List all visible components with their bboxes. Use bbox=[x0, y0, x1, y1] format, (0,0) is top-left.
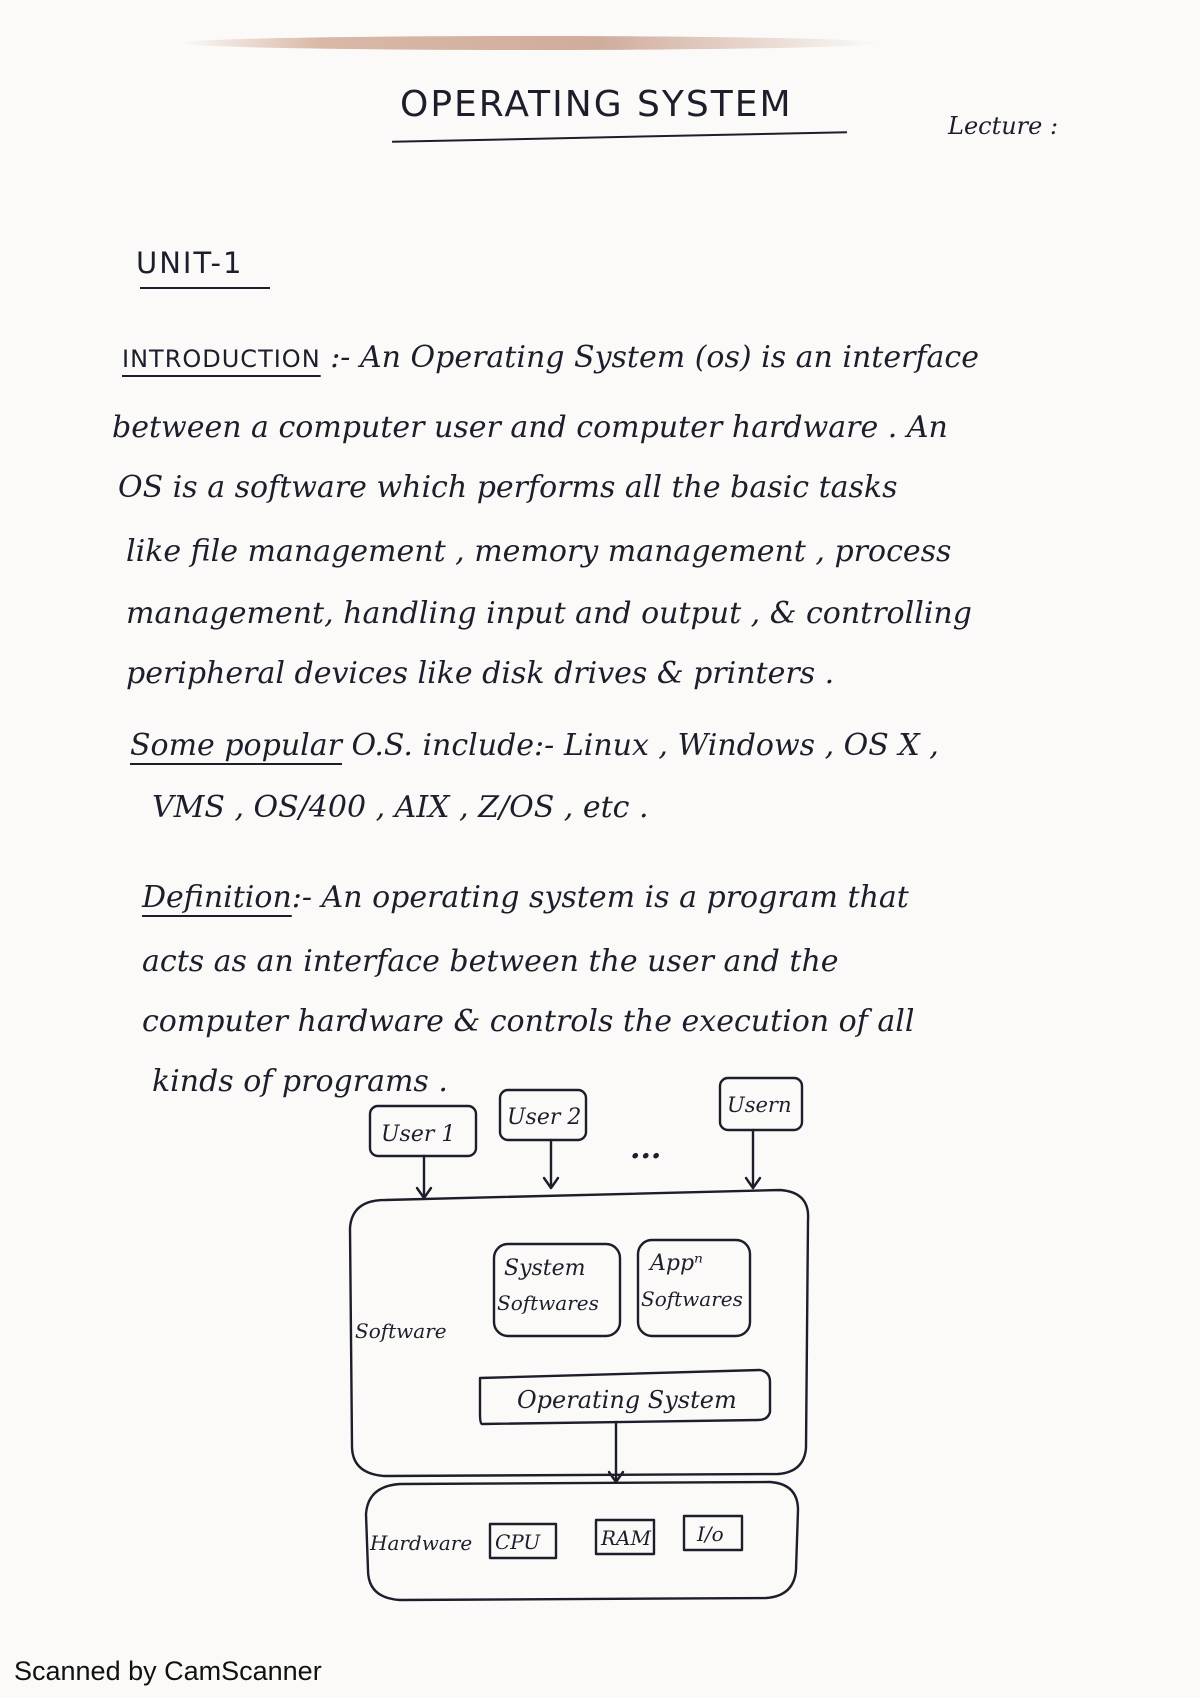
page-title: OPERATING SYSTEM bbox=[400, 84, 793, 125]
intro-line-6: peripheral devices like disk drives & printers . bbox=[126, 656, 835, 691]
hardware-layer-label: Hardware bbox=[370, 1531, 473, 1555]
unit-heading: UNIT-1 bbox=[136, 246, 244, 280]
cpu-label: CPU bbox=[495, 1530, 541, 1554]
popular-text-1: O.S. include:- Linux , Windows , OS X , bbox=[351, 728, 939, 763]
lecture-label: Lecture : bbox=[948, 112, 1059, 140]
app-software-label-2: Softwares bbox=[641, 1287, 743, 1311]
users-ellipsis: ... bbox=[630, 1131, 662, 1166]
scanner-watermark: Scanned by CamScanner bbox=[14, 1656, 322, 1686]
definition-heading: Definition bbox=[142, 880, 292, 915]
definition-line-2: acts as an interface between the user and the bbox=[142, 944, 839, 979]
usern-label: Usern bbox=[727, 1093, 792, 1117]
software-layer-label: Software bbox=[355, 1319, 447, 1343]
user1-label: User 1 bbox=[381, 1122, 456, 1147]
intro-line-2: between a computer user and computer hardware . An bbox=[112, 410, 948, 445]
intro-line-3: OS is a software which performs all the basic tasks bbox=[118, 470, 898, 505]
popular-heading: Some popular bbox=[130, 728, 342, 763]
intro-text-1: An Operating System (os) is an interface bbox=[360, 340, 979, 375]
intro-sep: :- bbox=[330, 340, 351, 375]
user2-label: User 2 bbox=[507, 1105, 582, 1130]
definition-line-3: computer hardware & controls the execution of all bbox=[142, 1004, 915, 1039]
intro-line-5: management, handling input and output , & controlling bbox=[126, 596, 972, 631]
popular-line-2: VMS , OS/400 , AIX , Z/OS , etc . bbox=[152, 790, 649, 825]
definition-line-4: kinds of programs . bbox=[152, 1064, 448, 1099]
operating-system-label: Operating System bbox=[517, 1386, 737, 1414]
system-software-label-2: Softwares bbox=[497, 1291, 599, 1315]
system-software-label-1: System bbox=[504, 1256, 586, 1281]
intro-heading: INTRODUCTION bbox=[122, 345, 321, 373]
ram-label: RAM bbox=[601, 1526, 651, 1550]
definition-text-1: :- An operating system is a program that bbox=[291, 880, 909, 915]
intro-line-4: like file management , memory management , process bbox=[126, 534, 952, 569]
app-software-label-1: Appⁿ bbox=[650, 1251, 703, 1276]
io-label: I/o bbox=[697, 1522, 724, 1546]
